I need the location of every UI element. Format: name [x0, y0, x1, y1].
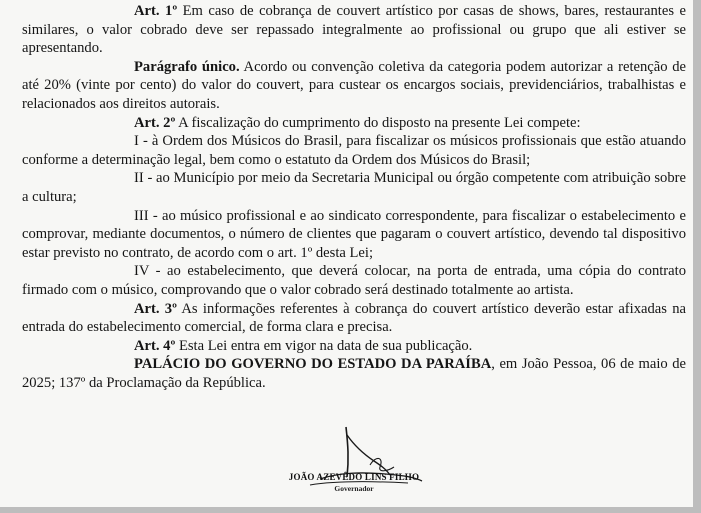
article-4-text: Esta Lei entra em vigor na data de sua publicação.	[175, 337, 473, 354]
sole-paragraph	[22, 58, 686, 114]
article-3	[22, 300, 686, 337]
article-3-text: As informações referentes à cobrança do couvert artístico deverão estar afixadas na entrada do estabelecimento comercial, de forma clara e precisa.	[22, 300, 686, 336]
item-4: IV - ao estabelecimento, que deverá colocar, na porta de entrada, uma cópia do contrato firmado com o músico, comprovando que o valor cobrado será destinado totalmente ao artista.	[22, 263, 686, 298]
palace-label: PALÁCIO DO GOVERNO DO ESTADO DA PARAÍBA	[134, 356, 492, 373]
signature-block	[250, 395, 450, 505]
article-2-label: Art. 2º	[134, 114, 176, 131]
signer-role: Governador	[334, 484, 374, 493]
palace-closing	[22, 355, 686, 392]
law-text-body	[22, 2, 686, 392]
article-1	[22, 2, 686, 58]
article-3-label: Art. 3º	[134, 300, 177, 317]
article-4-label: Art. 4º	[134, 337, 176, 354]
item-2: II - ao Município por meio da Secretaria Municipal ou órgão competente com atribuição sobre a cultura;	[22, 170, 686, 205]
sole-paragraph-text: Acordo ou convenção coletiva da categoria podem autorizar a retenção de até 20% (vinte por cento) do valor do couvert, para custear os encargos sociais, previdenciários, trabalhistas e relacionados aos direitos autorais.	[22, 58, 687, 112]
sole-paragraph-label: Parágrafo único.	[134, 58, 240, 75]
palace-text: , em João Pessoa, 06 de maio de 2025; 137º da Proclamação da República.	[22, 356, 686, 391]
item-3: III - ao músico profissional e ao sindicato correspondente, para fiscalizar o estabelecimento e comprovar, mediante documentos, o número de clientes que pagaram o couvert artístico, devendo tal dispositivo estar previsto no contrato, de acordo com o art. 1º desta Lei;	[22, 207, 686, 261]
item-1: I - à Ordem dos Músicos do Brasil, para fiscalizar os músicos profissionais que estão atuando conforme a determinação legal, bem como o estatuto da Ordem dos Músicos do Brasil;	[22, 133, 686, 168]
article-4	[22, 337, 686, 356]
signer-name: JOÃO AZEVÊDO LINS FILHO	[288, 472, 420, 482]
article-2	[22, 114, 686, 133]
article-1-text: Em caso de cobrança de couvert artístico por casas de shows, bares, restaurantes e similares, o valor cobrado deve ser repassado integralmente ao profissional ou grupo que ali estiver se apresentando.	[22, 3, 686, 57]
article-2-text: A fiscalização do cumprimento do disposto na presente Lei compete:	[175, 114, 581, 131]
article-1-label: Art. 1º	[134, 3, 178, 19]
